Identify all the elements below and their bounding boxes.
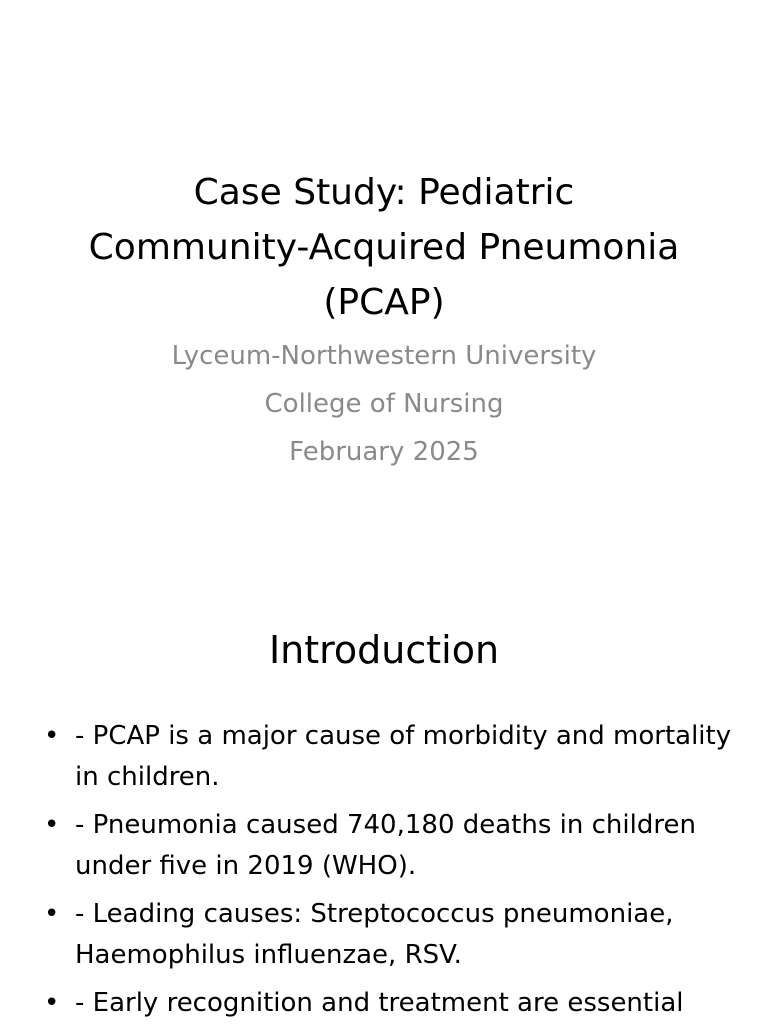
slide-title xyxy=(40,165,728,330)
bullet-icon: • xyxy=(44,899,60,929)
institution-text: Lyceum-Northwestern University xyxy=(171,341,597,371)
bullet-item xyxy=(42,716,732,798)
bullet-text: - Leading causes: Streptococcus pneumoniae, Haemophilus influenzae, RSV. xyxy=(75,899,674,970)
bullet-icon: • xyxy=(44,810,60,840)
date-text: February 2025 xyxy=(289,437,479,467)
bullet-item xyxy=(42,983,732,1024)
introduction-slide xyxy=(0,576,768,1024)
bullet-item xyxy=(42,805,732,887)
bullet-item xyxy=(42,894,732,976)
title-line: Case Study: Pediatric xyxy=(193,172,575,213)
bullet-list xyxy=(42,716,732,1024)
title-line: Community-Acquired Pneumonia xyxy=(88,227,680,268)
bullet-text: - PCAP is a major cause of morbidity and mortality in children. xyxy=(75,721,732,792)
title-line: (PCAP) xyxy=(323,282,445,323)
bullet-text: - Pneumonia caused 740,180 deaths in children under five in 2019 (WHO). xyxy=(75,810,696,881)
bullet-icon: • xyxy=(44,988,60,1018)
slide-subtitle xyxy=(40,332,728,476)
section-title: Introduction xyxy=(268,628,500,672)
college-text: College of Nursing xyxy=(264,389,504,419)
bullet-text: - Early recognition and treatment are essential xyxy=(75,988,684,1018)
bullet-icon: • xyxy=(44,721,60,751)
